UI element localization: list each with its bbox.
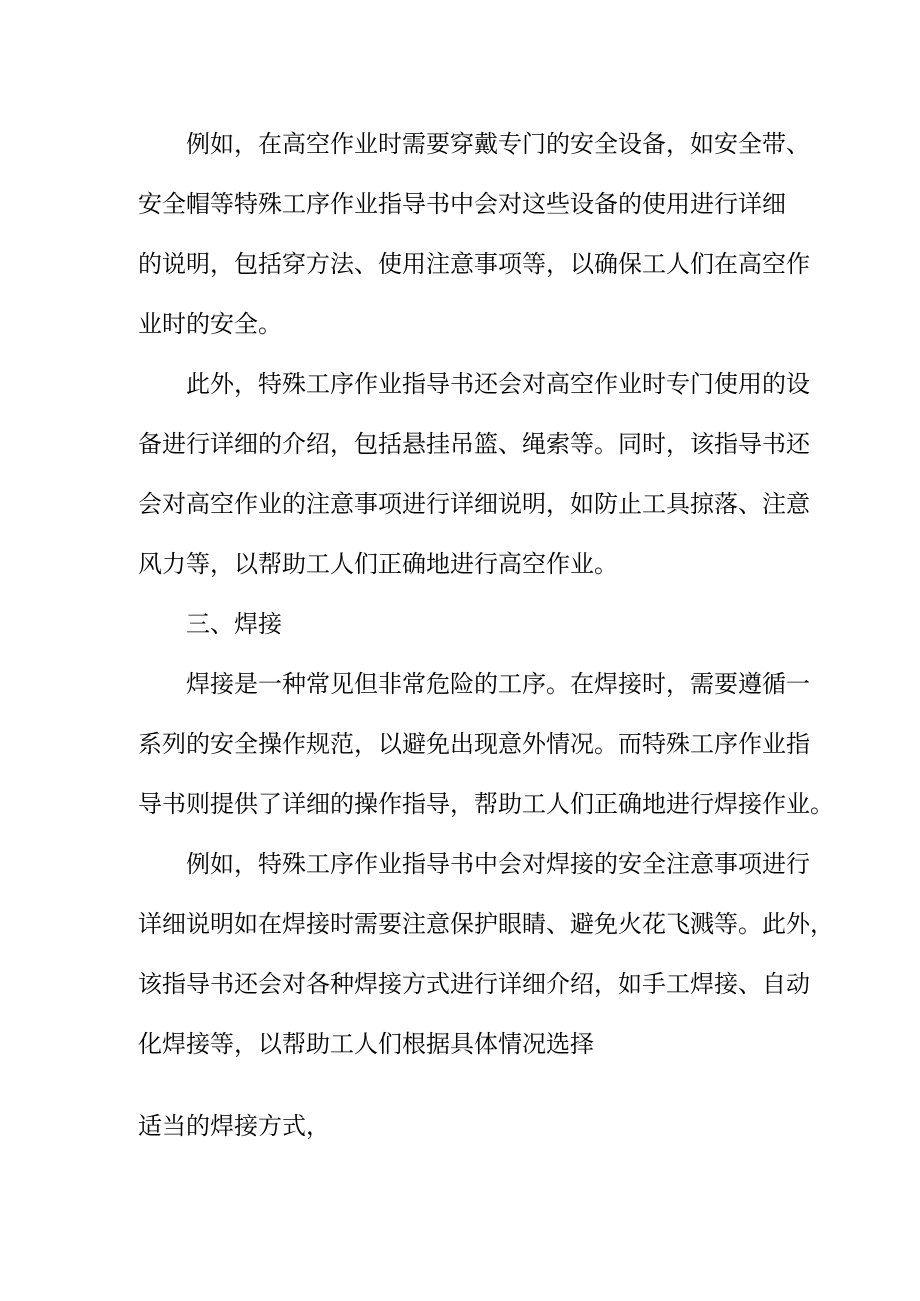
paragraph-line: 例如，在高空作业时需要穿戴专门的安全设备，如安全带、 xyxy=(186,130,810,158)
paragraph-line: 导书则提供了详细的操作指导，帮助工人们正确地进行焊接作业。 xyxy=(138,790,834,818)
paragraph-line: 适当的焊接方式， xyxy=(138,1112,330,1140)
paragraph-line: 系列的安全操作规范，以避免出现意外情况。而特殊工序作业指 xyxy=(138,730,810,758)
paragraph-line: 焊接是一种常见但非常危险的工序。在焊接时，需要遵循一 xyxy=(186,670,810,698)
paragraph-line: 风力等，以帮助工人们正确地进行高空作业。 xyxy=(138,550,618,578)
paragraph-line: 的说明，包括穿方法、使用注意事项等，以确保工人们在高空作 xyxy=(138,250,810,278)
paragraph-line: 详细说明如在焊接时需要注意保护眼睛、避免火花飞溅等。此外， xyxy=(138,910,834,938)
paragraph-line: 备进行详细的介绍，包括悬挂吊篮、绳索等。同时，该指导书还 xyxy=(138,430,810,458)
paragraph-line: 会对高空作业的注意事项进行详细说明，如防止工具掠落、注意 xyxy=(138,490,810,518)
paragraph-line: 此外，特殊工序作业指导书还会对高空作业时专门使用的设 xyxy=(186,370,810,398)
paragraph-line: 例如，特殊工序作业指导书中会对焊接的安全注意事项进行 xyxy=(186,850,810,878)
paragraph-line: 安全帽等特殊工序作业指导书中会对这些设备的使用进行详细 xyxy=(138,190,786,218)
paragraph-line: 化焊接等，以帮助工人们根据具体情况选择 xyxy=(138,1030,594,1058)
paragraph-line: 业时的安全。 xyxy=(138,310,282,338)
section-heading: 三、焊接 xyxy=(186,610,282,638)
paragraph-line: 该指导书还会对各种焊接方式进行详细介绍，如手工焊接、自动 xyxy=(138,970,810,998)
